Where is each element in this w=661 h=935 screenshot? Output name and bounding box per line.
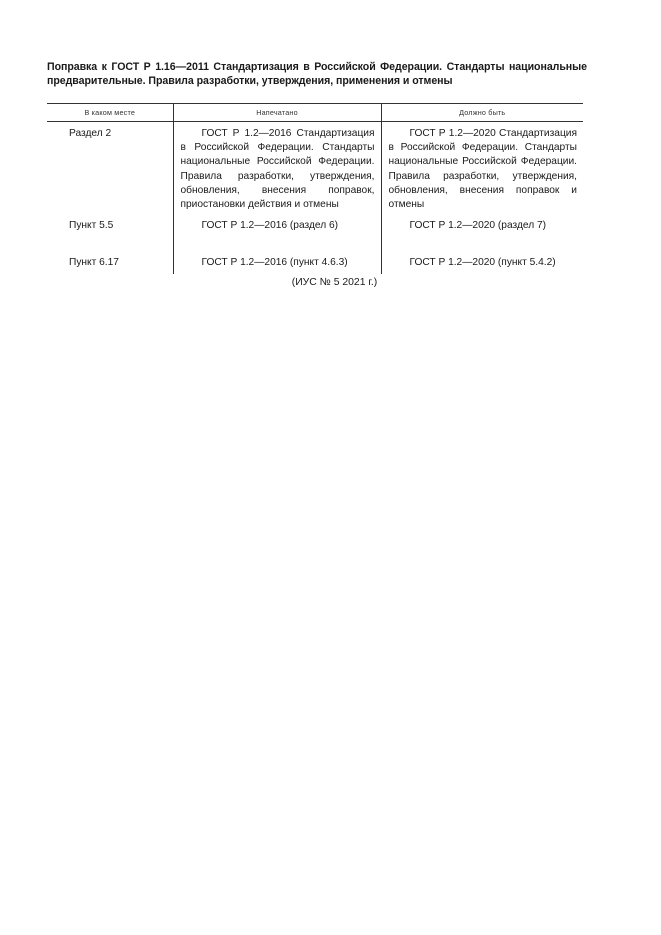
cell-place: Пункт 6.17	[69, 257, 119, 269]
cell-should-be: ГОСТ Р 1.2—2020 Стандартизация в Российской Федерации. Стандарты национальные Российской Федерации. Правила разработки, утверждения, обновления, внесения поправок и отмены	[381, 122, 583, 213]
header-printed: Напечатано	[173, 104, 381, 122]
amendment-table	[47, 103, 583, 274]
cell-place: Раздел 2	[69, 128, 112, 139]
table-row	[47, 254, 583, 274]
amendment-title: Поправка к ГОСТ Р 1.16—2011 Стандартизация в Российской Федерации. Стандарты национальные предварительные. Правила разработки, утверждения, применения и отмены	[47, 61, 587, 87]
cell-place: Пункт 5.5	[69, 220, 114, 232]
cell-should-be: ГОСТ Р 1.2—2020 (раздел 7)	[381, 212, 583, 254]
header-should-be: Должно быть	[381, 104, 583, 122]
table-row	[47, 122, 583, 213]
cell-should-be: ГОСТ Р 1.2—2020 (пункт 5.4.2)	[381, 254, 583, 274]
cell-printed: ГОСТ Р 1.2—2016 Стандартизация в Российской Федерации. Стандарты национальные Российской Федерации. Правила разработки, утверждения, обновления, внесения поправок, приостановки действия и отмены	[173, 122, 381, 213]
issue-reference: (ИУС № 5 2021 г.)	[291, 277, 378, 288]
cell-printed: ГОСТ Р 1.2—2016 (раздел 6)	[173, 212, 381, 254]
table-header-row	[47, 104, 583, 122]
table-row	[47, 212, 583, 254]
cell-printed: ГОСТ Р 1.2—2016 (пункт 4.6.3)	[173, 254, 381, 274]
header-place: В каком месте	[47, 104, 173, 122]
